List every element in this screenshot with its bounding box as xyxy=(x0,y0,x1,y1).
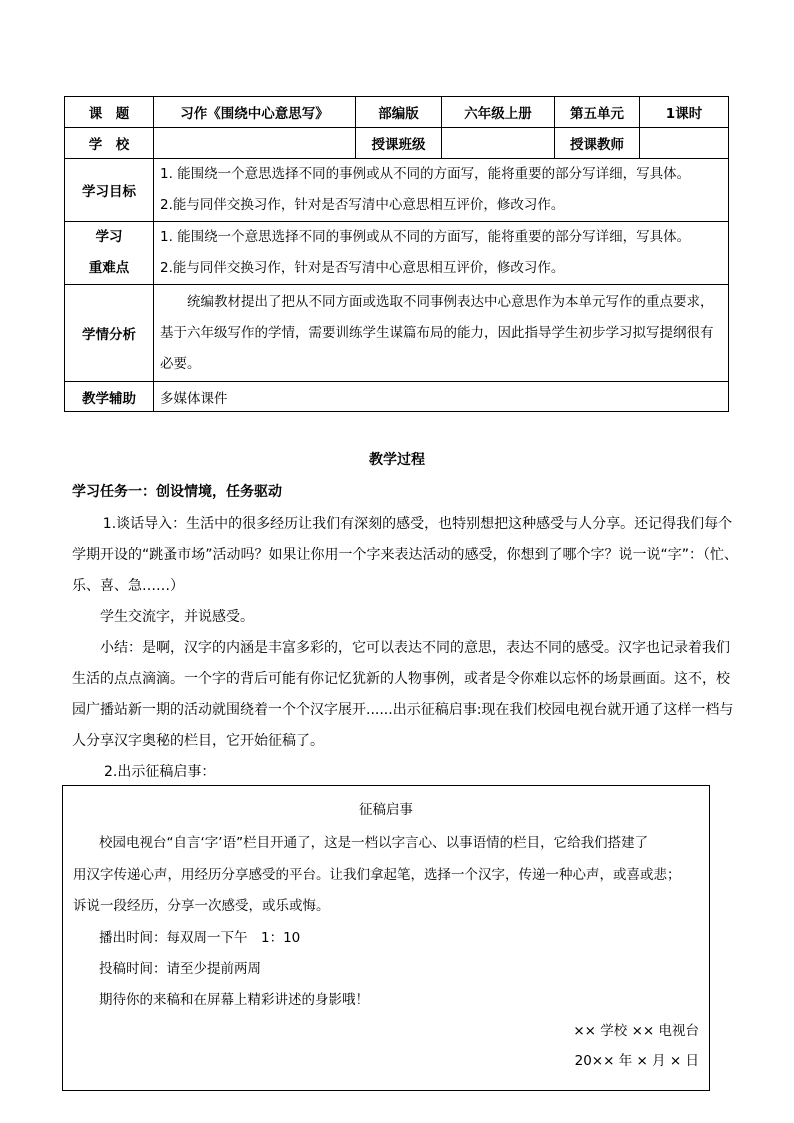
notice-line: 诉说一段经历，分享一次感受，或乐或悔。 xyxy=(73,898,330,914)
submission-time: 投稿时间：请至少提前两周 xyxy=(99,961,261,977)
key-point-item: 2.能与同伴交换习作，针对是否写清中心意思相互评价，修改习作。 xyxy=(160,260,565,276)
table-row-goals xyxy=(65,159,729,222)
call-for-submissions-box xyxy=(62,785,710,1091)
goal-item: 2.能与同伴交换习作，针对是否写清中心意思相互评价，修改习作。 xyxy=(160,197,565,213)
class-value xyxy=(442,128,555,159)
aids-label: 教学辅助 xyxy=(65,382,154,412)
unit-value: 第五单元 xyxy=(555,97,640,128)
task1-title: 学习任务一：创设情境，任务驱动 xyxy=(72,484,282,500)
teaching-process-title: 教学过程 xyxy=(369,452,425,468)
lesson-info-table xyxy=(64,96,729,412)
aids-value: 多媒体课件 xyxy=(154,382,729,412)
key-points-label-line1: 学习 xyxy=(95,229,123,245)
broadcast-time: 播出时间：每双周一下午 1：10 xyxy=(99,930,301,946)
goal-item: 1. 能围绕一个意思选择不同的事例或从不同的方面写，能将重要的部分写详细，写具体。 xyxy=(160,166,691,182)
key-points-label xyxy=(65,222,154,285)
notice-title: 征稿启事 xyxy=(359,802,413,818)
analysis-label: 学情分析 xyxy=(65,285,154,382)
intro-paragraph: 1.谈话导入：生活中的很多经历让我们有深刻的感受，也特别想把这种感受与人分享。还记得我们每个学期开设的“跳蚤市场”活动吗？如果让你用一个字来表达活动的感受，你想到了哪个字？说一说“字”：（忙、乐、喜、急……） xyxy=(72,516,739,594)
key-points-content xyxy=(154,222,729,285)
table-row-school xyxy=(65,128,729,159)
school-label: 学 校 xyxy=(65,128,154,159)
grade-value: 六年级上册 xyxy=(442,97,555,128)
notice-line: 用汉字传递心声，用经历分享感受的平台。让我们拿起笔，选择一个汉字，传递一种心声，或喜或悲； xyxy=(73,867,681,883)
table-row-topic xyxy=(65,97,729,128)
edition-value: 部编版 xyxy=(356,97,442,128)
notice-date: 20×× 年 × 月 × 日 xyxy=(574,1053,699,1069)
closing-line: 期待你的来稿和在屏幕上精彩讲述的身影哦！ xyxy=(99,992,369,1008)
table-row-aids xyxy=(65,382,729,412)
table-row-analysis xyxy=(65,285,729,382)
summary-paragraph: 小结：是啊，汉字的内涵是丰富多彩的，它可以表达不同的意思，表达不同的感受。汉字也记录着我们生活的点点滴滴。一个字的背后可能有你记忆犹新的人物事例，或者是令你难以忘怀的场景画面。这不，校园广播站新一期的活动就围绕着一个个汉字展开......出示征稿启事:现在我们校园电视台就开通了这样一档与人分享汉字奥秘的栏目，它开始征稿了。 xyxy=(72,640,734,749)
goals-label: 学习目标 xyxy=(65,159,154,222)
hours-value: 1课时 xyxy=(640,97,729,128)
topic-value: 习作《围绕中心意思写》 xyxy=(154,97,356,128)
student-exchange-paragraph: 学生交流字，并说感受。 xyxy=(100,609,254,625)
key-points-label-line2: 重难点 xyxy=(88,260,130,276)
show-notice-label: 2.出示征稿启事： xyxy=(104,764,216,780)
teacher-label: 授课教师 xyxy=(555,128,640,159)
key-point-item: 1. 能围绕一个意思选择不同的事例或从不同的方面写，能将重要的部分写详细，写具体。 xyxy=(160,229,691,245)
teacher-value xyxy=(640,128,729,159)
table-row-key-points xyxy=(65,222,729,285)
notice-signature: ×× 学校 ×× 电视台 xyxy=(573,1023,699,1039)
school-value xyxy=(154,128,356,159)
class-label: 授课班级 xyxy=(356,128,442,159)
goals-content xyxy=(154,159,729,222)
analysis-content xyxy=(154,285,729,382)
analysis-text: 统编教材提出了把从不同方面或选取不同事例表达中心意思作为本单元写作的重点要求，基于六年级写作的学情，需要训练学生谋篇布局的能力，因此指导学生初步学习拟写提纲很有必要。 xyxy=(160,293,714,372)
notice-line: 校园电视台“自言‘字’语”栏目开通了，这是一档以字言心、以事语情的栏目，它给我们搭建了 xyxy=(99,835,649,851)
topic-label: 课 题 xyxy=(65,97,154,128)
